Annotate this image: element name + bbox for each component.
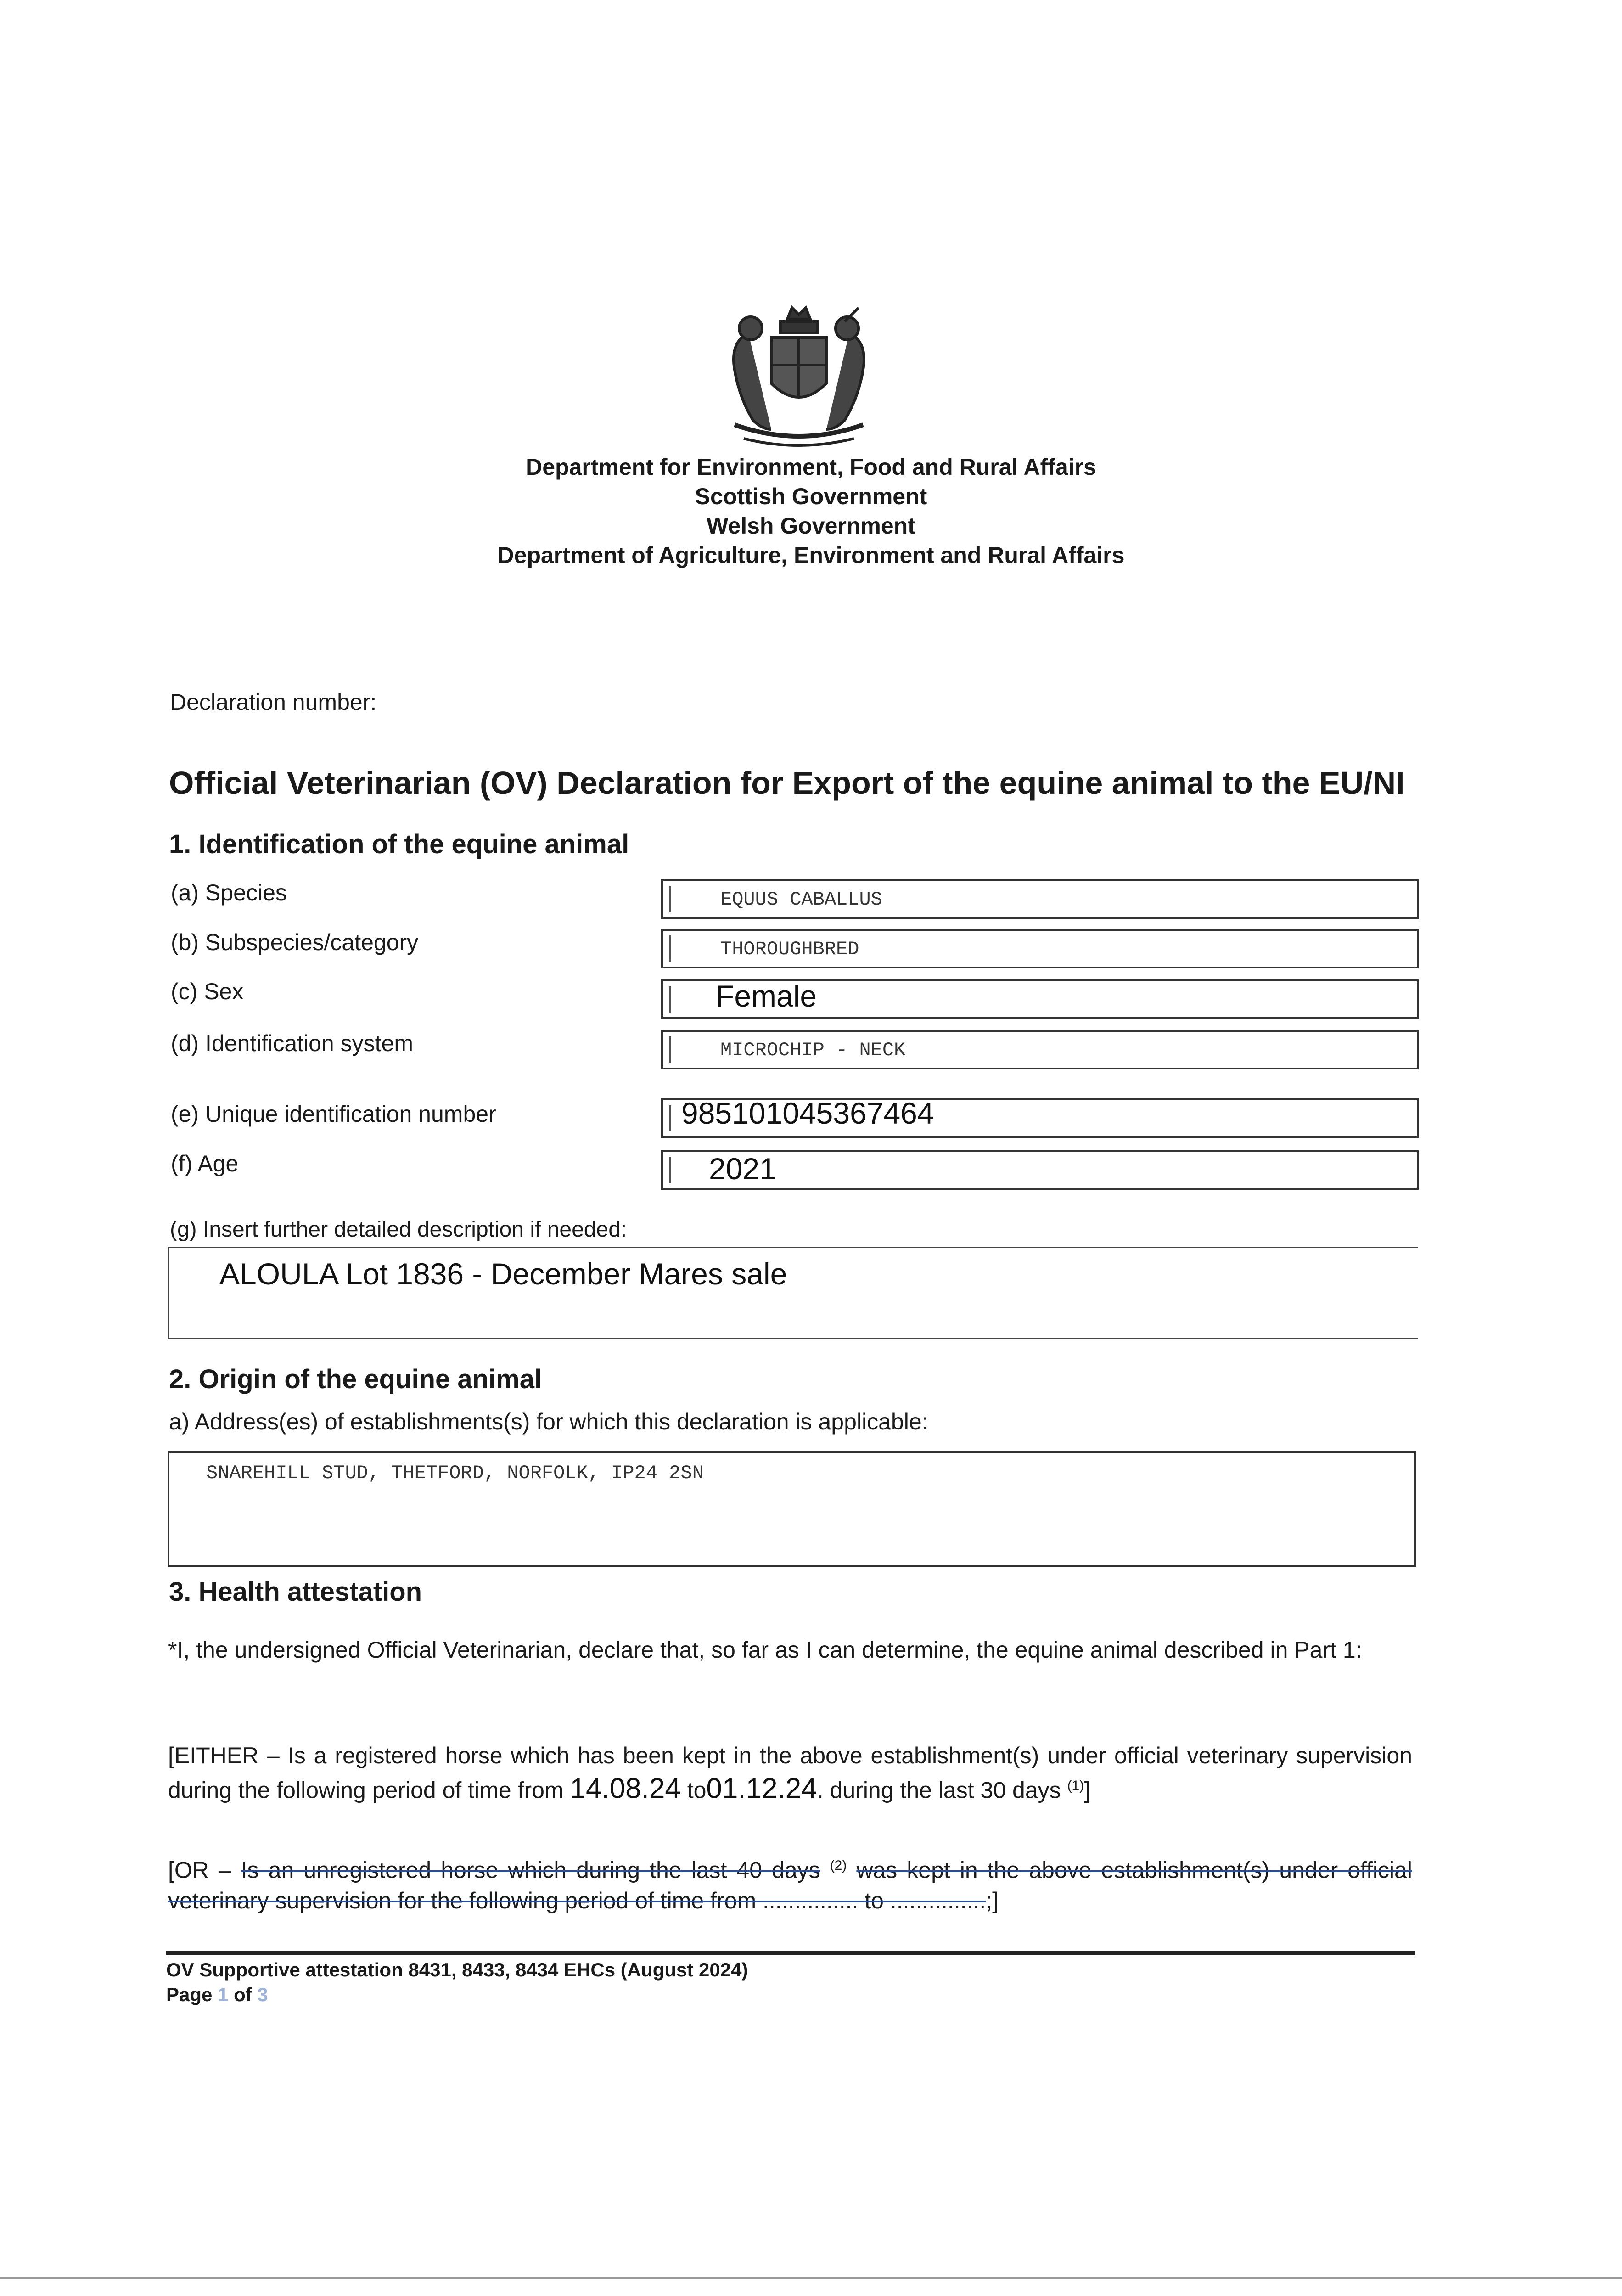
unique-id-label: (e) Unique identification number bbox=[171, 1101, 496, 1127]
unique-id-field[interactable] bbox=[661, 1098, 1419, 1138]
species-field[interactable] bbox=[661, 879, 1419, 919]
footer-rule bbox=[166, 1951, 1415, 1955]
identification-system-label: (d) Identification system bbox=[171, 1030, 413, 1056]
department-line: Department of Agriculture, Environment and Rural Affairs bbox=[497, 542, 1125, 568]
page-total: 3 bbox=[257, 1984, 268, 2005]
or-clause bbox=[168, 1851, 1412, 1916]
further-description-label: (g) Insert further detailed description if needed: bbox=[170, 1217, 627, 1242]
further-description-field[interactable] bbox=[168, 1247, 1418, 1339]
page-word: Page bbox=[166, 1984, 213, 2005]
department-line: Welsh Government bbox=[707, 513, 915, 539]
section-2-heading: 2. Origin of the equine animal bbox=[169, 1364, 542, 1394]
footnote-1-marker: (1) bbox=[1067, 1778, 1084, 1793]
field-cursor bbox=[669, 1105, 671, 1131]
subspecies-label: (b) Subspecies/category bbox=[171, 929, 419, 955]
sex-value: Female bbox=[716, 979, 817, 1013]
either-to-date: 01.12.24 bbox=[706, 1773, 817, 1805]
department-line: Scottish Government bbox=[695, 484, 927, 509]
either-from-date: 14.08.24 bbox=[570, 1773, 681, 1805]
department-header bbox=[0, 452, 1622, 570]
field-cursor bbox=[669, 886, 671, 912]
footer bbox=[166, 1958, 748, 2007]
age-label: (f) Age bbox=[171, 1151, 239, 1176]
identification-system-value: MICROCHIP - NECK bbox=[720, 1039, 906, 1061]
species-label: (a) Species bbox=[171, 880, 287, 906]
either-to-word: to bbox=[687, 1777, 707, 1803]
sex-field[interactable] bbox=[661, 979, 1419, 1019]
address-field[interactable] bbox=[168, 1451, 1416, 1567]
document-title: Official Veterinarian (OV) Declaration for Export of the equine animal to the EU/NI bbox=[169, 765, 1405, 801]
species-value: EQUUS CABALLUS bbox=[720, 889, 882, 911]
section-3-heading: 3. Health attestation bbox=[169, 1577, 422, 1607]
subspecies-field[interactable] bbox=[661, 929, 1419, 968]
address-value: SNAREHILL STUD, THETFORD, NORFOLK, IP24 2SN bbox=[206, 1462, 704, 1484]
subspecies-value: THOROUGHBRED bbox=[720, 938, 859, 960]
or-text-struck: Is an unregistered horse which during the last 40 days bbox=[241, 1857, 820, 1883]
either-text: [EITHER – Is a registered horse which has been kept in the above establishment(s) under official veterinary supervision during the following period of time from bbox=[168, 1743, 1412, 1803]
address-label: a) Address(es) of establishments(s) for which this declaration is applicable: bbox=[169, 1409, 928, 1435]
field-cursor bbox=[669, 935, 671, 962]
section-1-heading: 1. Identification of the equine animal bbox=[169, 829, 629, 859]
either-tail: . during the last 30 days bbox=[817, 1777, 1061, 1803]
either-close: ] bbox=[1084, 1777, 1091, 1803]
page-current: 1 bbox=[218, 1984, 229, 2005]
footer-attestation-ref: OV Supportive attestation 8431, 8433, 8434 EHCs (August 2024) bbox=[166, 1959, 748, 1981]
either-clause bbox=[168, 1740, 1412, 1806]
or-close: ;] bbox=[986, 1887, 999, 1913]
further-description-value: ALOULA Lot 1836 - December Mares sale bbox=[219, 1257, 787, 1291]
footnote-2-marker: (2) bbox=[830, 1858, 847, 1873]
age-field[interactable] bbox=[661, 1150, 1419, 1190]
field-cursor bbox=[669, 1157, 671, 1183]
age-value: 2021 bbox=[709, 1152, 776, 1186]
attestation-intro: *I, the undersigned Official Veterinarian, declare that, so far as I can determine, the equine animal described in Part 1: bbox=[168, 1637, 1362, 1663]
department-line: Department for Environment, Food and Rural Affairs bbox=[526, 454, 1096, 480]
field-cursor bbox=[669, 986, 671, 1013]
page-indicator bbox=[166, 1982, 748, 2007]
or-prefix: [OR – bbox=[168, 1857, 231, 1883]
field-cursor bbox=[669, 1036, 671, 1063]
or-text-struck-2: was kept in the above establishment(s) under official veterinary supervision for the following period of time from ............... to ............... bbox=[168, 1857, 1412, 1913]
declaration-number-label: Declaration number: bbox=[170, 689, 377, 715]
unique-id-value: 985101045367464 bbox=[681, 1096, 934, 1130]
page-of: of bbox=[234, 1984, 252, 2005]
sex-label: (c) Sex bbox=[171, 979, 244, 1004]
scan-edge-line bbox=[0, 2277, 1622, 2279]
identification-system-field[interactable] bbox=[661, 1030, 1419, 1069]
royal-coat-of-arms-emblem bbox=[707, 301, 891, 452]
